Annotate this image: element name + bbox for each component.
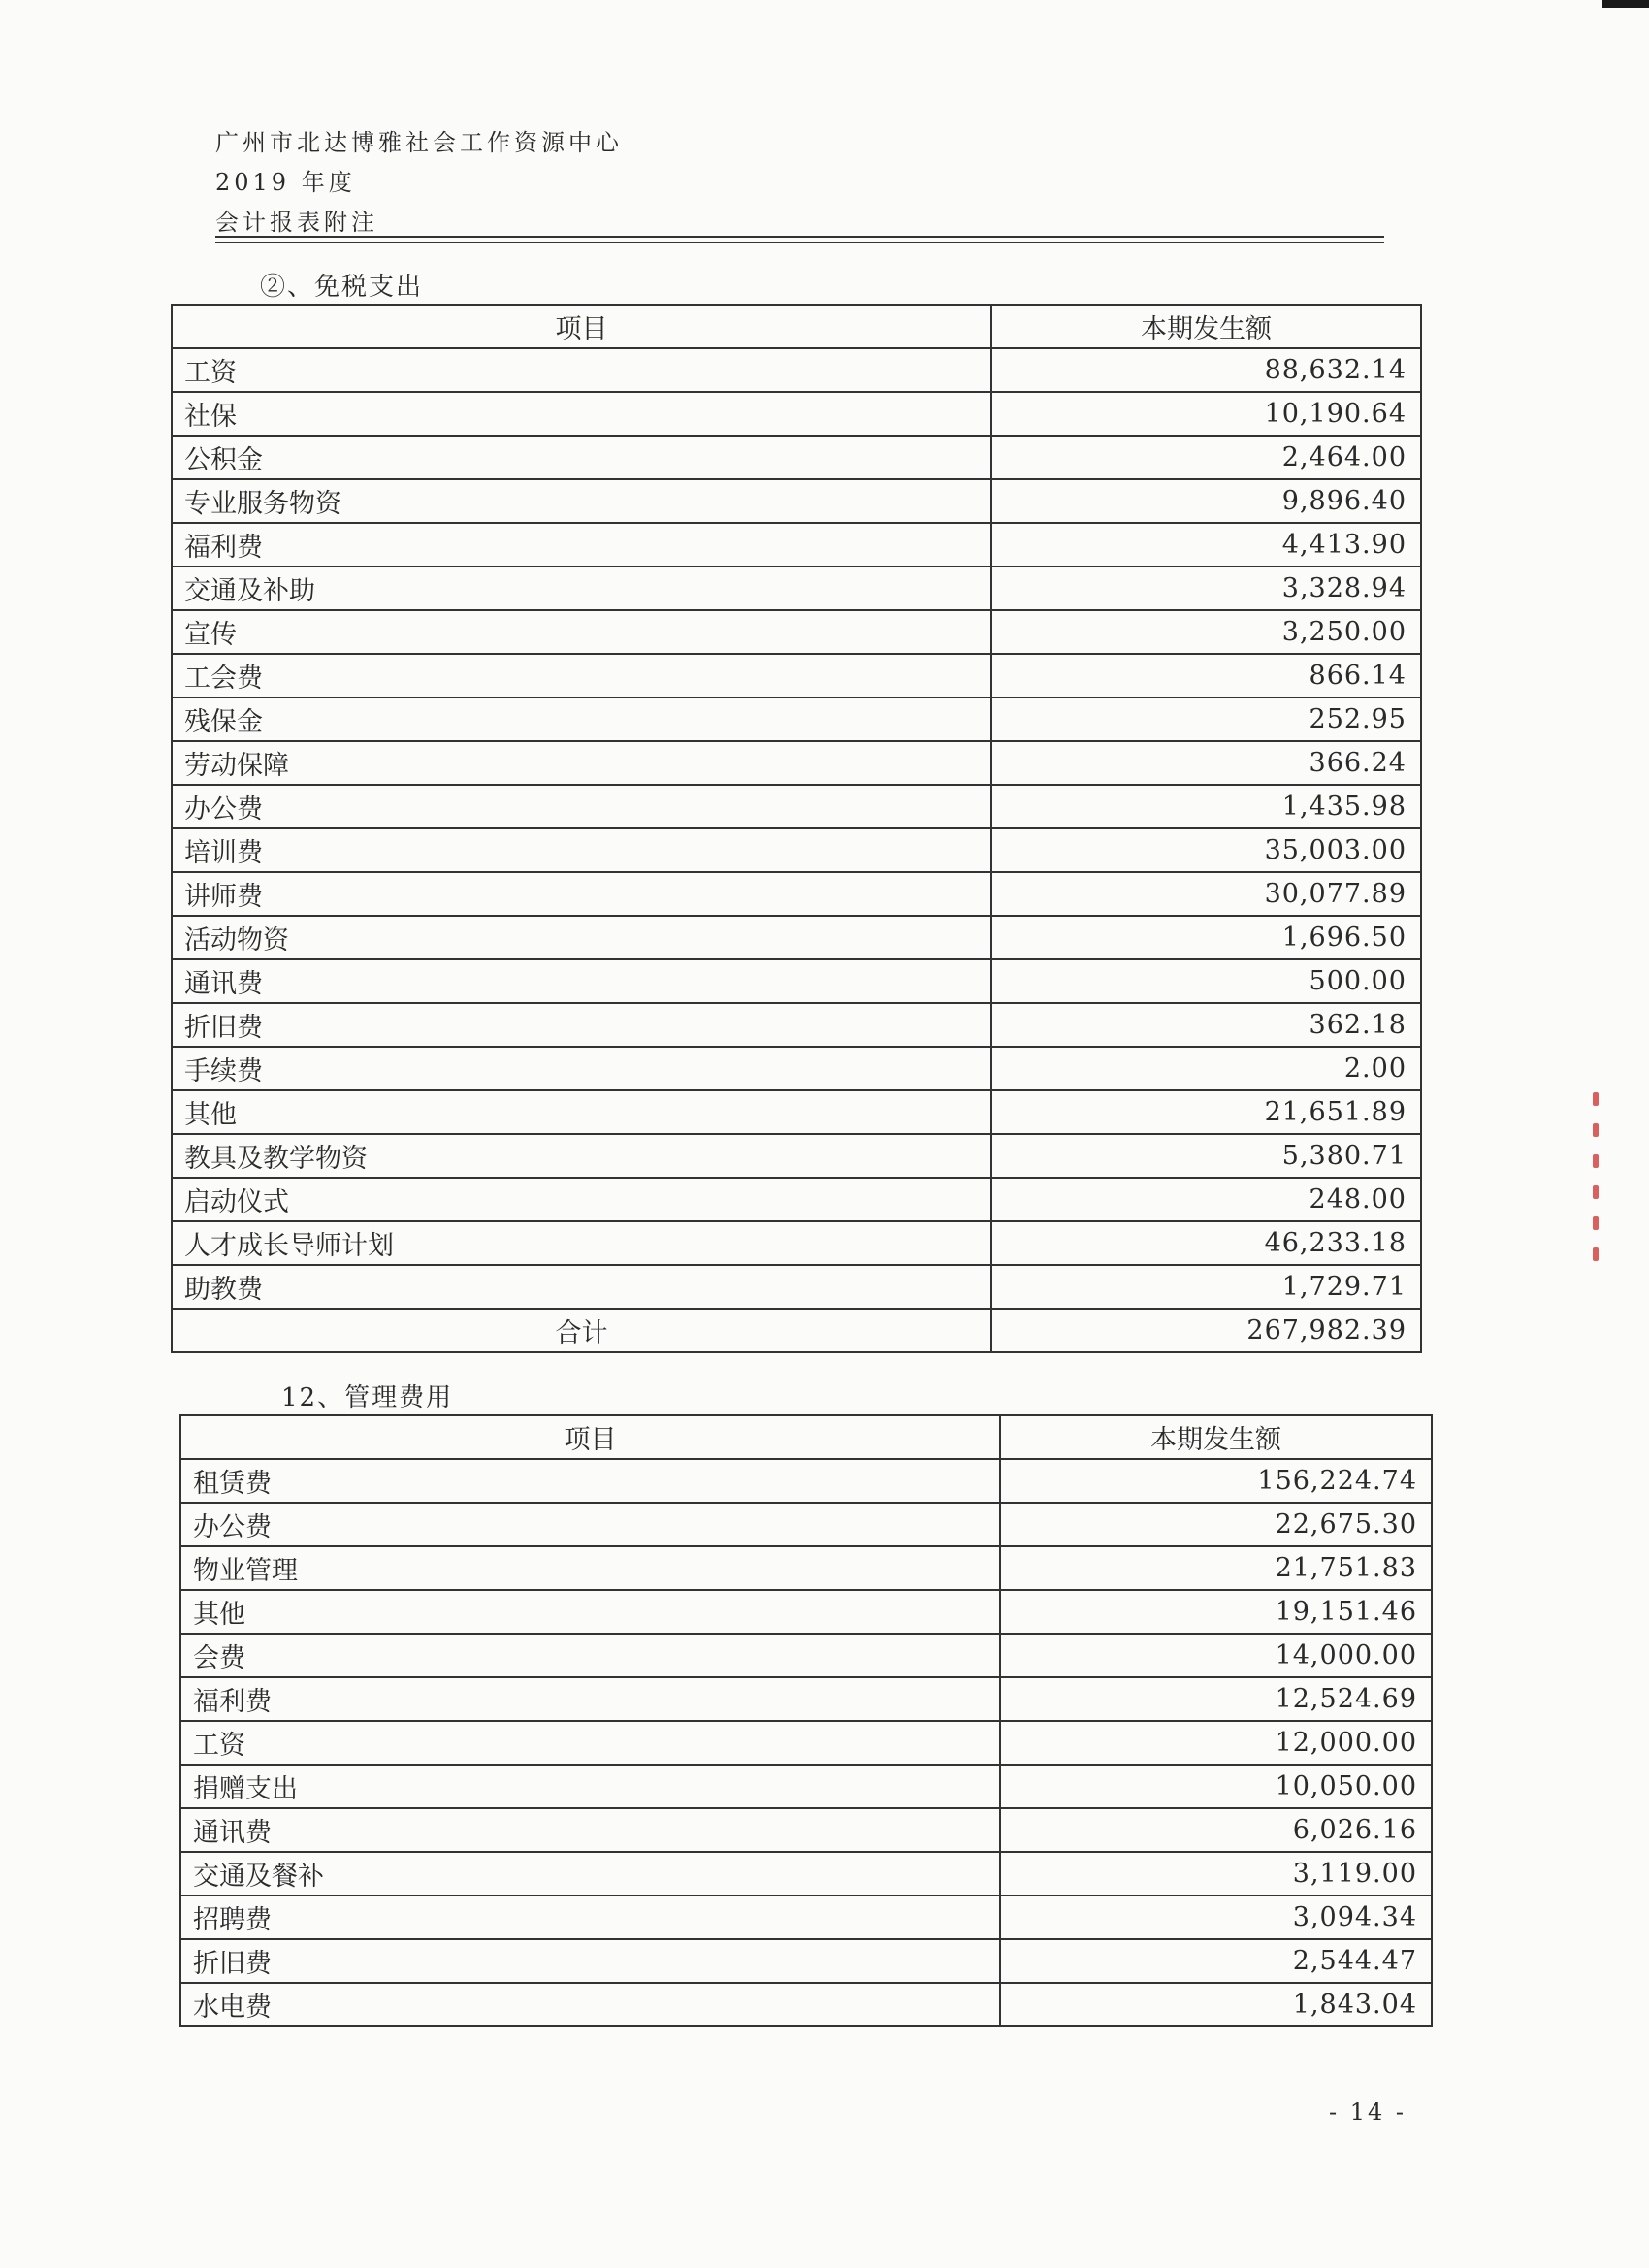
row-amount: 6,026.16 bbox=[1000, 1808, 1432, 1852]
row-item-name: 专业服务物资 bbox=[172, 479, 991, 523]
row-item-name: 办公费 bbox=[172, 785, 991, 828]
table-row bbox=[172, 610, 1421, 654]
table-row bbox=[180, 1459, 1432, 1503]
section-title-tax-exempt: ②、免税支出 bbox=[260, 273, 424, 302]
table-row bbox=[180, 1983, 1432, 2026]
table-row bbox=[180, 1939, 1432, 1983]
row-amount: 2,544.47 bbox=[1000, 1939, 1432, 1983]
row-item-name: 通讯费 bbox=[172, 959, 991, 1003]
row-item-name: 社保 bbox=[172, 392, 991, 436]
row-amount: 500.00 bbox=[991, 959, 1421, 1003]
table-row bbox=[172, 348, 1421, 392]
table-row bbox=[180, 1634, 1432, 1677]
row-item-name: 其他 bbox=[172, 1090, 991, 1134]
row-item-name: 办公费 bbox=[180, 1503, 1000, 1546]
table-row bbox=[180, 1503, 1432, 1546]
row-item-name: 公积金 bbox=[172, 436, 991, 479]
table-row bbox=[180, 1546, 1432, 1590]
row-amount: 252.95 bbox=[991, 697, 1421, 741]
table-row bbox=[172, 1134, 1421, 1178]
row-item-name: 助教费 bbox=[172, 1265, 991, 1309]
row-item-name: 水电费 bbox=[180, 1983, 1000, 2026]
row-item-name: 折旧费 bbox=[172, 1003, 991, 1047]
row-amount: 35,003.00 bbox=[991, 828, 1421, 872]
report-header bbox=[215, 124, 623, 243]
row-amount: 1,435.98 bbox=[991, 785, 1421, 828]
table-row bbox=[172, 872, 1421, 916]
row-item-name: 福利费 bbox=[172, 523, 991, 567]
table-row bbox=[172, 1090, 1421, 1134]
table-row bbox=[172, 654, 1421, 697]
row-amount: 1,729.71 bbox=[991, 1265, 1421, 1309]
column-header-item: 项目 bbox=[172, 305, 991, 348]
row-amount: 10,050.00 bbox=[1000, 1765, 1432, 1808]
row-amount: 3,119.00 bbox=[1000, 1852, 1432, 1895]
table-row bbox=[172, 1221, 1421, 1265]
row-amount: 3,094.34 bbox=[1000, 1895, 1432, 1939]
row-amount: 3,250.00 bbox=[991, 610, 1421, 654]
table-row bbox=[172, 828, 1421, 872]
table-row bbox=[172, 741, 1421, 785]
table-row bbox=[180, 1765, 1432, 1808]
row-amount: 362.18 bbox=[991, 1003, 1421, 1047]
row-item-name: 启动仪式 bbox=[172, 1178, 991, 1221]
total-label: 合计 bbox=[172, 1309, 991, 1352]
header-rule-thick bbox=[215, 236, 1384, 238]
row-amount: 46,233.18 bbox=[991, 1221, 1421, 1265]
table-row bbox=[172, 959, 1421, 1003]
total-amount: 267,982.39 bbox=[991, 1309, 1421, 1352]
report-year: 2019 年度 bbox=[215, 169, 356, 196]
total-row bbox=[172, 1309, 1421, 1352]
row-amount: 2,464.00 bbox=[991, 436, 1421, 479]
row-amount: 12,000.00 bbox=[1000, 1721, 1432, 1765]
row-item-name: 通讯费 bbox=[180, 1808, 1000, 1852]
tax-exempt-table-body bbox=[172, 348, 1421, 1352]
section-title-admin-expense: 12、管理费用 bbox=[281, 1383, 454, 1412]
row-amount: 1,843.04 bbox=[1000, 1983, 1432, 2026]
table-row bbox=[172, 567, 1421, 610]
row-amount: 5,380.71 bbox=[991, 1134, 1421, 1178]
report-type: 会计报表附注 bbox=[215, 209, 378, 236]
row-amount: 366.24 bbox=[991, 741, 1421, 785]
row-amount: 19,151.46 bbox=[1000, 1590, 1432, 1634]
row-item-name: 教具及教学物资 bbox=[172, 1134, 991, 1178]
tax-exempt-expense-table bbox=[171, 304, 1422, 1353]
table-row bbox=[180, 1808, 1432, 1852]
table-row bbox=[172, 697, 1421, 741]
row-amount: 21,751.83 bbox=[1000, 1546, 1432, 1590]
row-item-name: 讲师费 bbox=[172, 872, 991, 916]
header-rule-thin bbox=[215, 242, 1384, 243]
row-item-name: 招聘费 bbox=[180, 1895, 1000, 1939]
row-item-name: 福利费 bbox=[180, 1677, 1000, 1721]
table-row bbox=[172, 1003, 1421, 1047]
column-header-item: 项目 bbox=[180, 1415, 1000, 1459]
row-item-name: 劳动保障 bbox=[172, 741, 991, 785]
row-amount: 3,328.94 bbox=[991, 567, 1421, 610]
row-amount: 9,896.40 bbox=[991, 479, 1421, 523]
row-item-name: 宣传 bbox=[172, 610, 991, 654]
table-header-row bbox=[172, 305, 1421, 348]
row-item-name: 工资 bbox=[172, 348, 991, 392]
scan-corner-mark bbox=[1602, 0, 1649, 8]
table-row bbox=[180, 1721, 1432, 1765]
row-item-name: 培训费 bbox=[172, 828, 991, 872]
row-amount: 14,000.00 bbox=[1000, 1634, 1432, 1677]
table-row bbox=[172, 1178, 1421, 1221]
row-amount: 22,675.30 bbox=[1000, 1503, 1432, 1546]
table-row bbox=[172, 479, 1421, 523]
row-amount: 10,190.64 bbox=[991, 392, 1421, 436]
table-row bbox=[172, 1265, 1421, 1309]
row-amount: 1,696.50 bbox=[991, 916, 1421, 959]
row-item-name: 捐赠支出 bbox=[180, 1765, 1000, 1808]
table-row bbox=[172, 436, 1421, 479]
row-amount: 88,632.14 bbox=[991, 348, 1421, 392]
row-item-name: 折旧费 bbox=[180, 1939, 1000, 1983]
org-name: 广州市北达博雅社会工作资源中心 bbox=[215, 129, 623, 156]
row-item-name: 活动物资 bbox=[172, 916, 991, 959]
row-amount: 2.00 bbox=[991, 1047, 1421, 1090]
row-item-name: 残保金 bbox=[172, 697, 991, 741]
table-row bbox=[172, 785, 1421, 828]
column-header-amount: 本期发生额 bbox=[1000, 1415, 1432, 1459]
row-item-name: 工资 bbox=[180, 1721, 1000, 1765]
row-item-name: 交通及补助 bbox=[172, 567, 991, 610]
row-item-name: 物业管理 bbox=[180, 1546, 1000, 1590]
row-item-name: 租赁费 bbox=[180, 1459, 1000, 1503]
row-item-name: 工会费 bbox=[172, 654, 991, 697]
table-row bbox=[180, 1852, 1432, 1895]
row-amount: 866.14 bbox=[991, 654, 1421, 697]
row-amount: 21,651.89 bbox=[991, 1090, 1421, 1134]
admin-expense-table-body bbox=[180, 1459, 1432, 2026]
table-row bbox=[172, 916, 1421, 959]
table-row bbox=[180, 1590, 1432, 1634]
row-item-name: 人才成长导师计划 bbox=[172, 1221, 991, 1265]
row-item-name: 手续费 bbox=[172, 1047, 991, 1090]
row-amount: 30,077.89 bbox=[991, 872, 1421, 916]
row-item-name: 其他 bbox=[180, 1590, 1000, 1634]
row-amount: 156,224.74 bbox=[1000, 1459, 1432, 1503]
table-row bbox=[180, 1895, 1432, 1939]
row-item-name: 会费 bbox=[180, 1634, 1000, 1677]
table-row bbox=[180, 1677, 1432, 1721]
admin-expense-table bbox=[179, 1414, 1433, 2027]
row-item-name: 交通及餐补 bbox=[180, 1852, 1000, 1895]
table-row bbox=[172, 523, 1421, 567]
row-amount: 4,413.90 bbox=[991, 523, 1421, 567]
table-row bbox=[172, 1047, 1421, 1090]
page-number: - 14 - bbox=[1329, 2098, 1407, 2125]
row-amount: 248.00 bbox=[991, 1178, 1421, 1221]
table-header-row bbox=[180, 1415, 1432, 1459]
column-header-amount: 本期发生额 bbox=[991, 305, 1421, 348]
table-row bbox=[172, 392, 1421, 436]
row-amount: 12,524.69 bbox=[1000, 1677, 1432, 1721]
red-stamp-mark bbox=[1589, 1075, 1602, 1298]
